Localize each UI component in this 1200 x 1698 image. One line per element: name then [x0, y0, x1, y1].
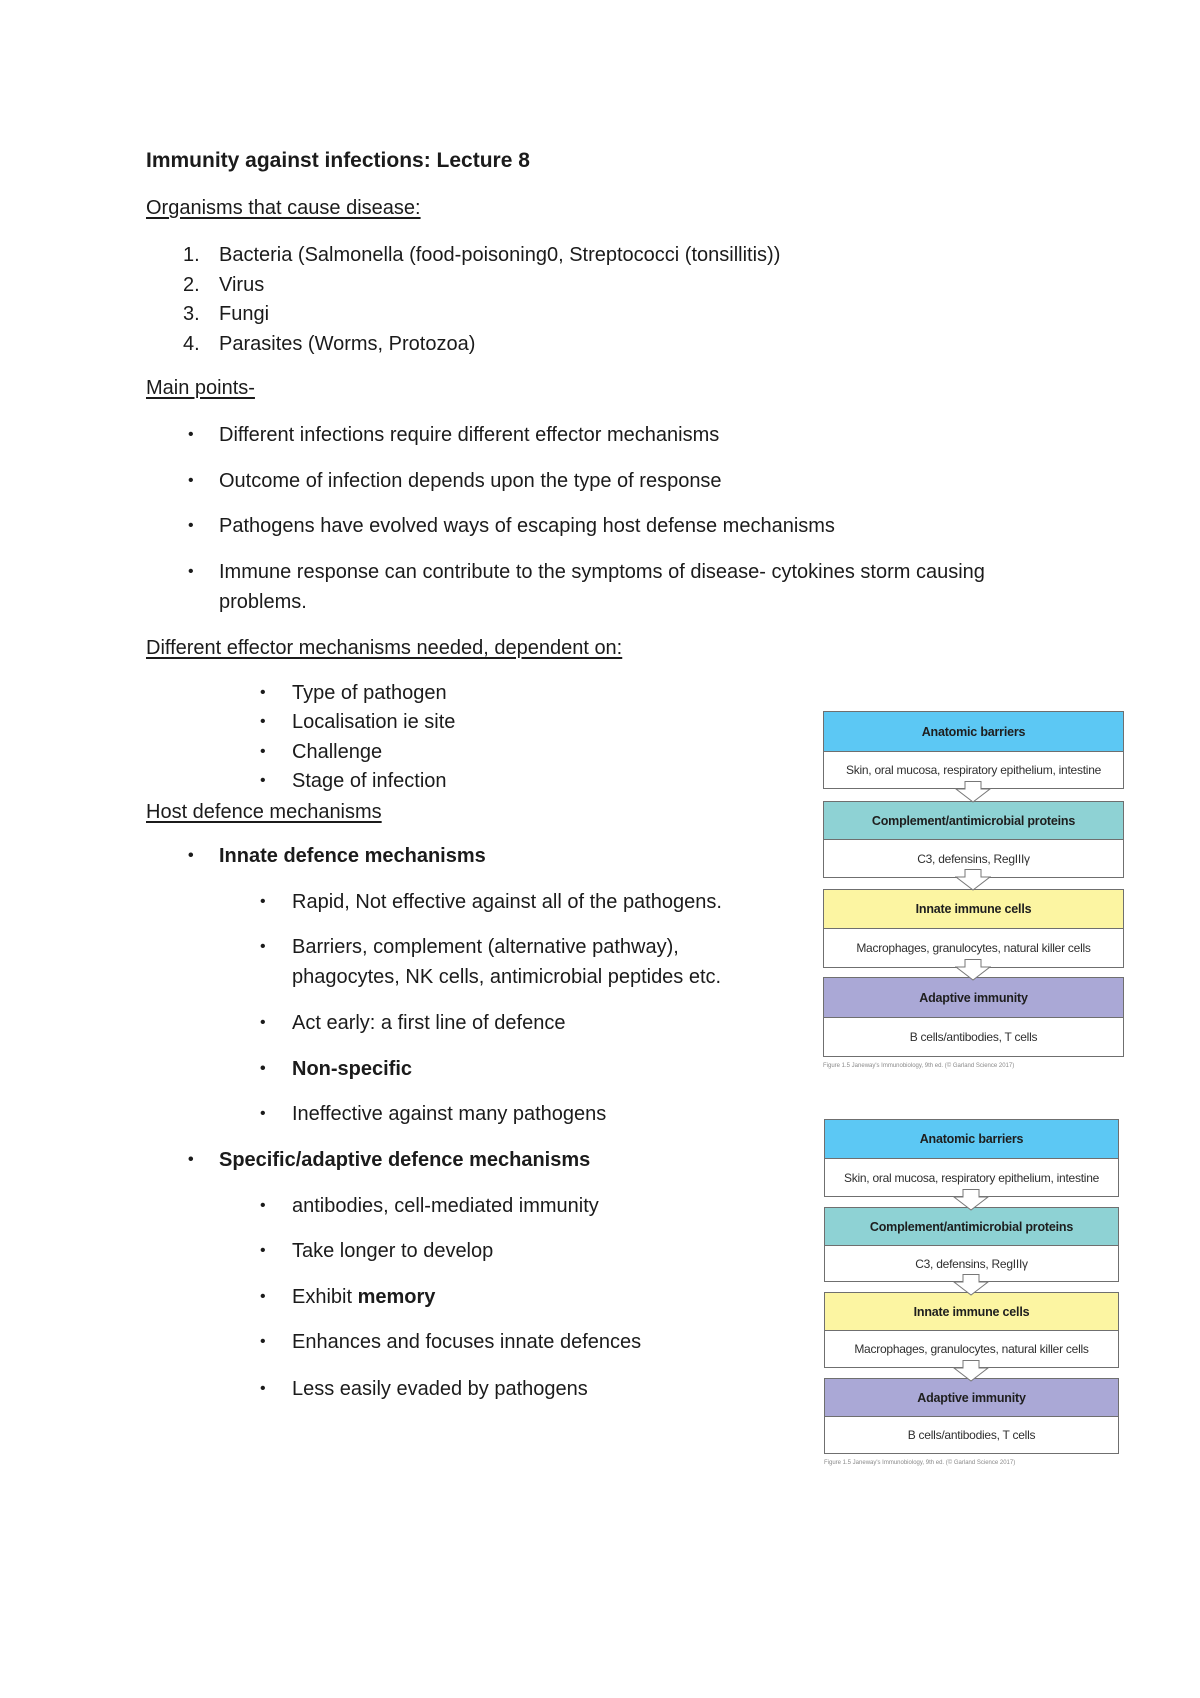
layer-detail: Macrophages, granulocytes, natural killer cells: [856, 941, 1091, 955]
sub-bullet-item: • Rapid, Not effective against all of the pathogens.: [292, 887, 722, 917]
layer-title: Adaptive immunity: [825, 1379, 1118, 1417]
list-item: [183, 329, 475, 359]
layer-title: Innate immune cells: [825, 1293, 1118, 1331]
layer-title: Complement/antimicrobial proteins: [824, 802, 1123, 840]
sub-bullet-item: • Barriers, complement (alternative pathway), phagocytes, NK cells, antimicrobial peptides etc.: [292, 932, 762, 992]
sub-bullet-item: • Type of pathogen: [292, 678, 447, 708]
layer-detail: Skin, oral mucosa, respiratory epithelium, intestine: [843, 1170, 1100, 1185]
down-arrow-icon: [955, 869, 991, 891]
adaptive-label: • Specific/adaptive defence mechanisms: [219, 1145, 590, 1175]
layer-title: Anatomic barriers: [824, 712, 1123, 752]
innate-label: • Innate defence mechanisms: [219, 841, 486, 871]
layer-title: Anatomic barriers: [825, 1120, 1118, 1159]
layer-detail: B cells/antibodies, T cells: [907, 1428, 1036, 1442]
sub-bullet-item: • Ineffective against many pathogens: [292, 1099, 606, 1129]
figure-layer: [824, 1119, 1119, 1197]
layer-detail: B cells/antibodies, T cells: [909, 1030, 1038, 1044]
immune-layers-figure: [823, 711, 1124, 1073]
effector-heading: Different effector mechanisms needed, dependent on:: [146, 637, 623, 659]
down-arrow-icon: [953, 1189, 989, 1211]
down-arrow-icon: [955, 959, 991, 981]
figure-caption: Figure 1.5 Janeway's Immunobiology, 9th ed. (© Garland Science 2017): [823, 1063, 1015, 1069]
layer-detail: C3, defensins, RegIIIγ: [917, 851, 1030, 866]
sub-bullet-item: • Stage of infection: [292, 766, 447, 796]
sub-bullet-item: • Less easily evaded by pathogens: [292, 1374, 588, 1404]
list-number: 2.: [183, 274, 200, 296]
figure-caption: Figure 1.5 Janeway's Immunobiology, 9th ed. (© Garland Science 2017): [824, 1460, 1016, 1466]
sub-bullet-item: • Non-specific: [292, 1054, 412, 1084]
sub-bullet-item: • antibodies, cell-mediated immunity: [292, 1191, 599, 1221]
layer-title: Complement/antimicrobial proteins: [825, 1208, 1118, 1246]
bullet-item: • Pathogens have evolved ways of escaping host defense mechanisms: [219, 511, 835, 541]
layer-detail: C3, defensins, RegIIIγ: [915, 1256, 1028, 1271]
figure-layer: [824, 1207, 1119, 1282]
figure-layer: [823, 801, 1124, 878]
main-points-heading: Main points-: [146, 377, 255, 399]
sub-bullet-item: • Act early: a first line of defence: [292, 1008, 565, 1038]
sub-bullet-item: [292, 1282, 435, 1312]
bullet-item: • Immune response can contribute to the symptoms of disease- cytokines storm causing problems.: [219, 557, 1019, 617]
list-item-text: Fungi: [219, 303, 270, 325]
list-item: [183, 270, 264, 300]
sub-bullet-item: • Challenge: [292, 737, 382, 767]
organisms-heading: Organisms that cause disease:: [146, 197, 421, 219]
down-arrow-icon: [955, 781, 991, 803]
list-item: [183, 240, 780, 270]
bullet-item: • Outcome of infection depends upon the type of response: [219, 466, 722, 496]
layer-detail: Skin, oral mucosa, respiratory epithelium, intestine: [845, 763, 1102, 777]
sub-bullet-text: Exhibit: [292, 1286, 353, 1308]
sub-bullet-item: • Localisation ie site: [292, 707, 455, 737]
layer-title: Innate immune cells: [824, 890, 1123, 929]
figure-layer: [823, 977, 1124, 1057]
list-number: 1.: [183, 244, 200, 266]
sub-bullet-item: • Enhances and focuses innate defences: [292, 1327, 641, 1357]
list-number: 4.: [183, 333, 200, 355]
list-number: 3.: [183, 303, 200, 325]
host-defence-heading: Host defence mechanisms: [146, 801, 382, 823]
bullet-item: • Different infections require different effector mechanisms: [219, 420, 719, 450]
sub-bullet-item: • Take longer to develop: [292, 1236, 493, 1266]
figure-layer: [824, 1292, 1119, 1368]
list-item: [183, 299, 269, 329]
list-item-text: Virus: [219, 274, 265, 296]
immune-layers-figure: [824, 1119, 1119, 1471]
down-arrow-icon: [953, 1274, 989, 1296]
layer-detail: Macrophages, granulocytes, natural killer cells: [854, 1342, 1089, 1356]
figure-layer: [823, 889, 1124, 968]
list-item-text: Parasites (Worms, Protozoa): [219, 333, 476, 355]
down-arrow-icon: [953, 1360, 989, 1382]
layer-title: Adaptive immunity: [824, 978, 1123, 1018]
page-title: Immunity against infections: Lecture 8: [146, 149, 530, 172]
figure-layer: [823, 711, 1124, 789]
list-item-text: Bacteria (Salmonella (food-poisoning0, Streptococci (tonsillitis)): [219, 244, 781, 266]
figure-layer: [824, 1378, 1119, 1454]
sub-bullet-bold-text: memory: [357, 1286, 436, 1308]
